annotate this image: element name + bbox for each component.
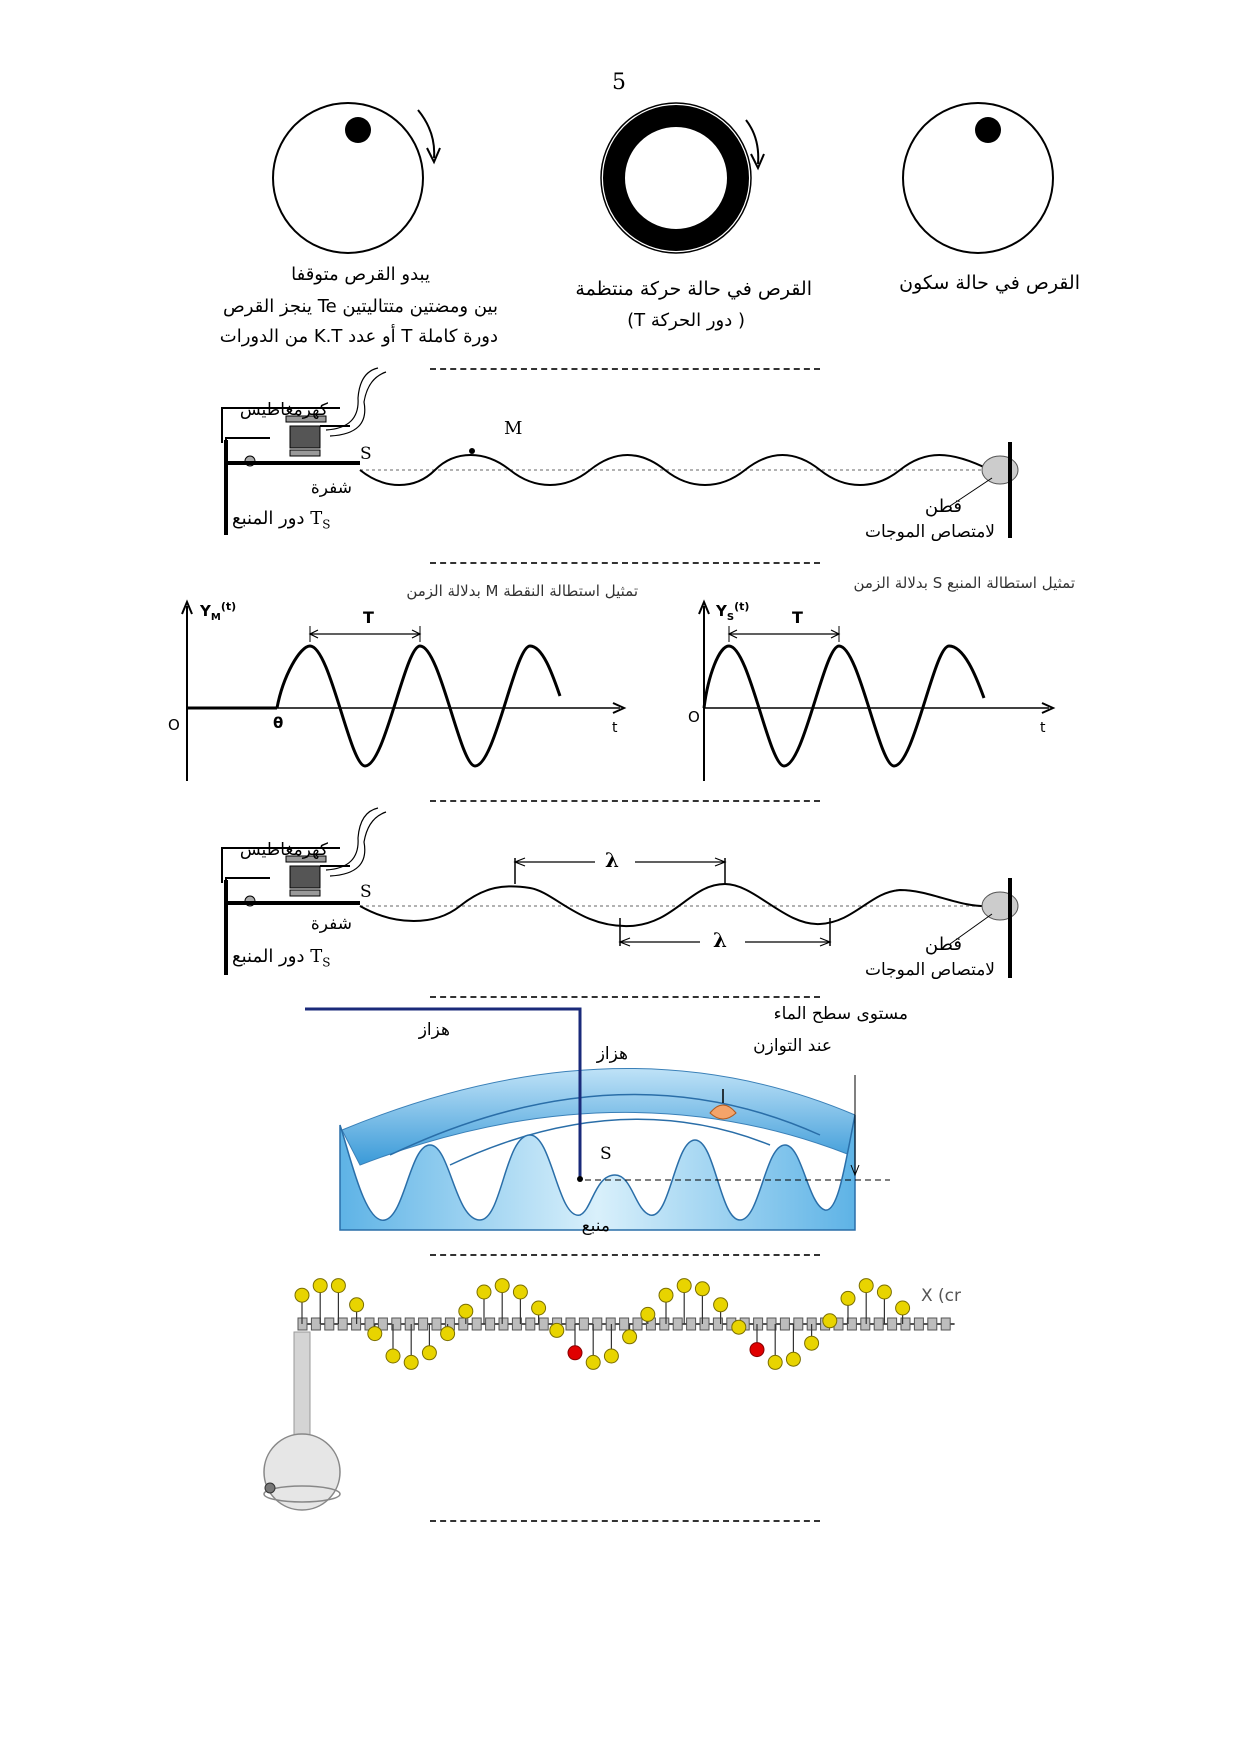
disk-uniform-ring (614, 116, 738, 240)
ball (768, 1355, 782, 1369)
chain-link (593, 1318, 602, 1330)
crank-pin (265, 1483, 275, 1493)
source-s-label: S (360, 444, 372, 464)
chain-link (579, 1318, 588, 1330)
ball (386, 1349, 400, 1363)
graph-left-title: تمثيل استطالة النقطة M بدلالة الزمن (406, 582, 638, 600)
ball (714, 1298, 728, 1312)
ball (550, 1323, 564, 1337)
electromagnet-base (290, 890, 320, 896)
separator (430, 800, 820, 802)
graph-right-ylabel (716, 600, 749, 623)
graph-left-ylabel-sub: M (210, 612, 221, 623)
ball (331, 1279, 345, 1293)
chain-link (432, 1318, 441, 1330)
graph-left-theta: θ (273, 714, 284, 732)
ball (896, 1301, 910, 1315)
source-label: منبع (581, 1216, 610, 1236)
chain-link (311, 1318, 320, 1330)
electromagnet-body (290, 426, 320, 448)
source-period-label (232, 946, 330, 970)
ball (477, 1285, 491, 1299)
ball (623, 1330, 637, 1344)
chain-link (660, 1318, 669, 1330)
graph-right-origin: O (688, 708, 700, 726)
chain-link (526, 1318, 535, 1330)
separator (430, 368, 820, 370)
chain-link (419, 1318, 428, 1330)
source-period-symbol: T (310, 508, 323, 529)
ball (823, 1314, 837, 1328)
chain-link (539, 1318, 548, 1330)
chain-link (874, 1318, 883, 1330)
chain-link (405, 1318, 414, 1330)
chain-link (459, 1318, 468, 1330)
ball (586, 1355, 600, 1369)
graph-left-ylabel-arg: (t) (220, 600, 237, 613)
frame-base (224, 880, 228, 975)
page-number: 5 (612, 70, 626, 95)
ball (805, 1336, 819, 1350)
ball (859, 1279, 873, 1293)
chain-link (928, 1318, 937, 1330)
disk-uniform-figure (598, 90, 778, 260)
graph-left-origin: O (168, 716, 180, 734)
ball (441, 1327, 455, 1341)
point-m-marker (469, 448, 475, 454)
ball (659, 1288, 673, 1302)
disk-stopped-line2: بين ومضتين متتاليتين Te ينجز القرص (222, 296, 498, 317)
rotation-arrow-icon (418, 110, 434, 158)
wave-string (360, 884, 990, 926)
ball (841, 1291, 855, 1305)
chain-link (861, 1318, 870, 1330)
source-period-sub: S (322, 955, 331, 970)
chain-link (566, 1318, 575, 1330)
disk-uniform-period: ( دور الحركة T) (627, 310, 745, 331)
disk-rest-mark (975, 117, 1001, 143)
chain-link (633, 1318, 642, 1330)
source-period-sub: S (322, 517, 331, 532)
ball (695, 1282, 709, 1296)
chain-link (606, 1318, 615, 1330)
ball (295, 1288, 309, 1302)
source-point (577, 1176, 583, 1182)
chain-link (673, 1318, 682, 1330)
electromagnet-label: كهرمغاطيس (239, 840, 328, 860)
disk-uniform-caption: القرص في حالة حركة منتظمة (575, 278, 812, 300)
separator (430, 1520, 820, 1522)
graph-right-ylabel-y: Y (716, 602, 727, 620)
chain-link (888, 1318, 897, 1330)
source-s-label: S (600, 1144, 612, 1164)
ball (532, 1301, 546, 1315)
ball (732, 1320, 746, 1334)
molecule-chain-figure (250, 1272, 1000, 1512)
graph-right-title: تمثيل استطالة المنبع S بدلالة الزمن (853, 574, 1075, 592)
chain-link (914, 1318, 923, 1330)
source-period-text: دور المنبع (232, 508, 305, 529)
separator (430, 562, 820, 564)
chain-link (941, 1318, 950, 1330)
crank-wheel (264, 1434, 340, 1510)
absorb-label: لامتصاص الموجات (864, 522, 995, 542)
ball (641, 1307, 655, 1321)
surface-level-label-line1: مستوى سطح الماء (773, 1004, 908, 1024)
disk-rest-figure (900, 90, 1060, 260)
ball (786, 1352, 800, 1366)
chain-link (700, 1318, 709, 1330)
chain-axis-label: X (cr (921, 1286, 962, 1306)
chain-link (325, 1318, 334, 1330)
chain-link (486, 1318, 495, 1330)
graph-left-period: T (363, 608, 374, 627)
blade-label: شفرة (310, 914, 352, 934)
ball (604, 1349, 618, 1363)
graph-right-curve (704, 646, 984, 766)
ball (404, 1355, 418, 1369)
graph-right (694, 596, 1074, 786)
chain-link (338, 1318, 347, 1330)
frame-base (224, 440, 228, 535)
chain-link (754, 1318, 763, 1330)
vibrator-inner-label: هزاز (596, 1044, 628, 1064)
disk-stopped-mark (345, 117, 371, 143)
source-s-label: S (360, 882, 372, 902)
graph-left-ylabel (200, 600, 236, 623)
source-period-symbol: T (310, 946, 323, 967)
disk-stopped-line3: دورة كاملة T أو عدد K.T من الدورات (219, 326, 498, 347)
ball (459, 1304, 473, 1318)
graph-right-t: t (1040, 720, 1046, 736)
blade-label: شفرة (310, 478, 352, 498)
chain-link (794, 1318, 803, 1330)
cotton-label: قطن (924, 496, 962, 517)
graph-right-ylabel-arg: (t) (734, 600, 750, 613)
chain-link (472, 1318, 481, 1330)
vibrator-outer-label: هزاز (418, 1020, 450, 1040)
ball (368, 1327, 382, 1341)
separator (430, 1254, 820, 1256)
ball (495, 1279, 509, 1293)
electromagnet-label: كهرمغاطيس (239, 400, 328, 420)
cotton-absorber (982, 456, 1018, 484)
cotton-label: قطن (924, 934, 962, 955)
ball (313, 1279, 327, 1293)
lambda-bottom-label: λ (713, 928, 728, 952)
graph-right-ylabel-sub: S (726, 612, 735, 623)
chain-link (847, 1318, 856, 1330)
graph-left-t: t (612, 720, 618, 736)
graph-left-curve (277, 646, 560, 766)
ball (677, 1279, 691, 1293)
disk-rest-caption: القرص في حالة سكون (899, 272, 1080, 294)
ball (422, 1346, 436, 1360)
electromagnet-body (290, 866, 320, 888)
lambda-top-label: λ (605, 848, 620, 872)
source-period-label (232, 508, 330, 532)
electromagnet-base (290, 450, 320, 456)
ball (513, 1285, 527, 1299)
source-period-text: دور المنبع (232, 946, 305, 967)
ball (877, 1285, 891, 1299)
graph-left-ylabel-y: Y (200, 602, 211, 620)
absorb-label: لامتصاص الموجات (864, 960, 995, 980)
marked-ball (750, 1343, 764, 1357)
disk-stopped-figure (270, 90, 450, 260)
chain-link (687, 1318, 696, 1330)
separator (430, 996, 820, 998)
chain-links (298, 1318, 955, 1330)
chain-link (499, 1318, 508, 1330)
marked-ball (568, 1346, 582, 1360)
surface-level-label-line2: عند التوازن (753, 1036, 832, 1056)
graph-right-period: T (792, 608, 803, 627)
disk-stopped-line1: يبدو القرص متوقفا (291, 264, 430, 285)
graph-left (165, 596, 625, 786)
cotton-absorber (982, 892, 1018, 920)
chain-link (620, 1318, 629, 1330)
ball (350, 1298, 364, 1312)
chain-link (780, 1318, 789, 1330)
point-m-label: M (504, 418, 523, 439)
